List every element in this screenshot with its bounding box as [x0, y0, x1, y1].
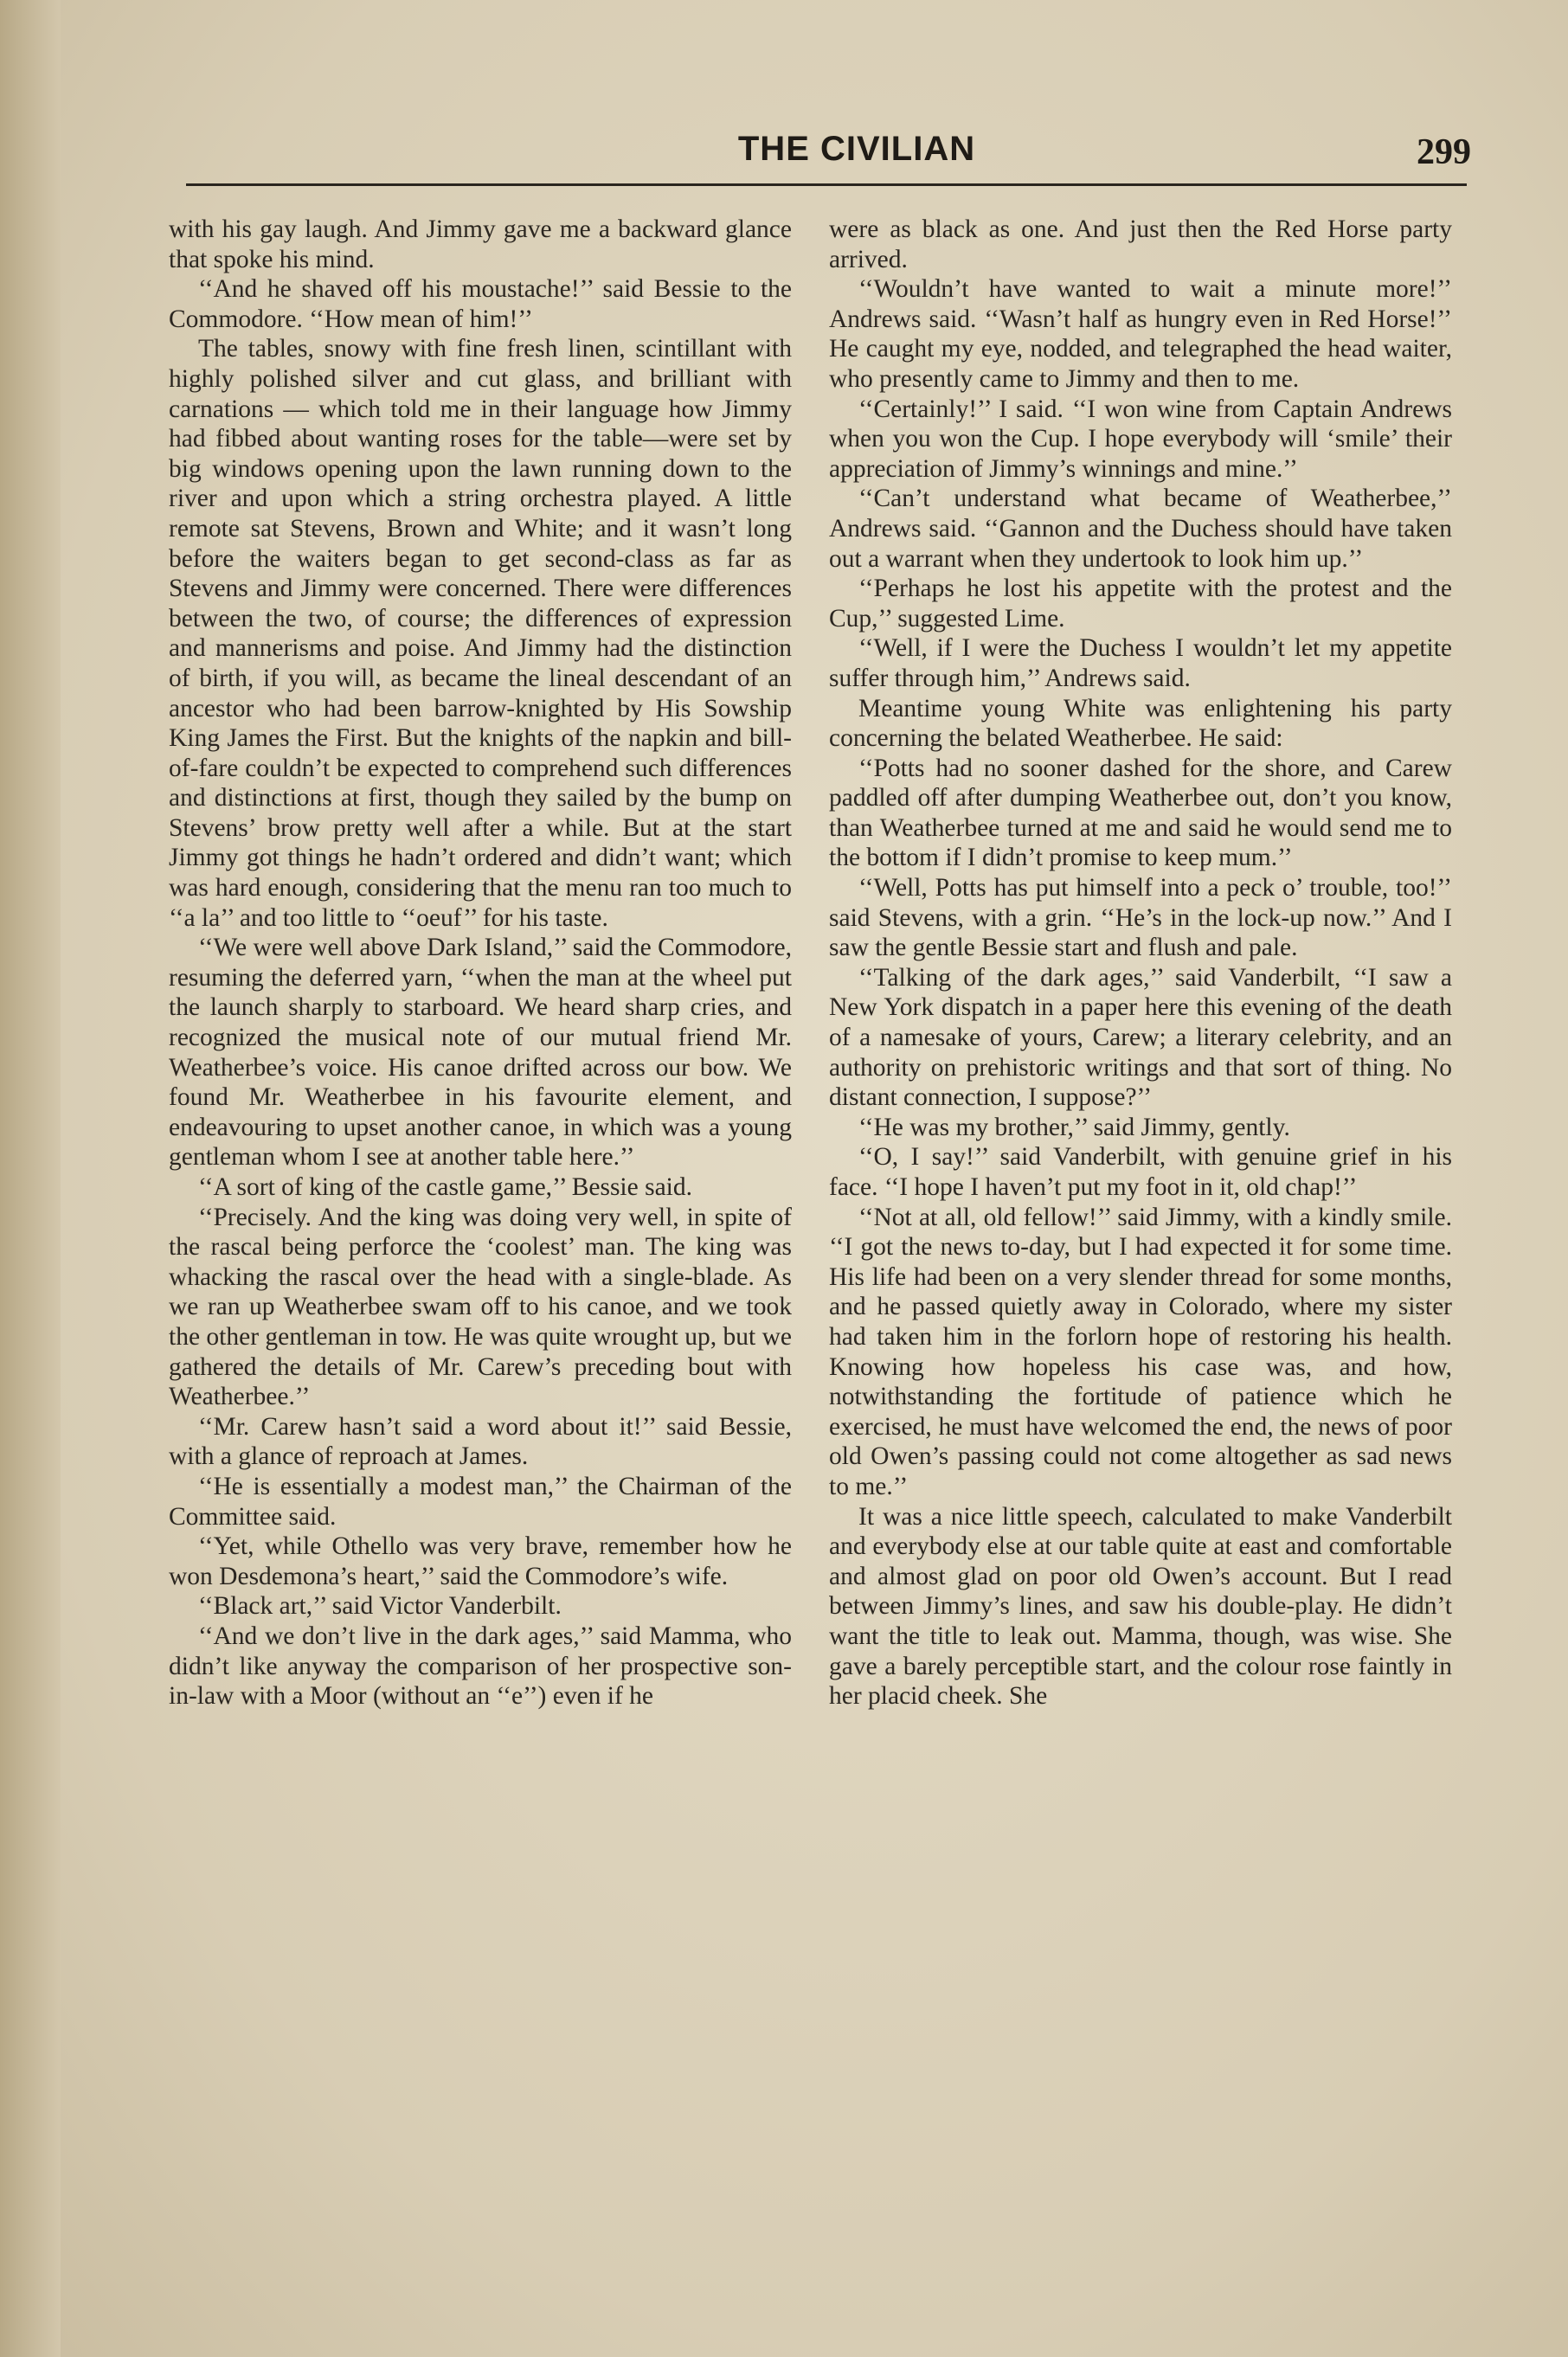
journal-title: THE CIVILIAN: [737, 130, 976, 168]
paragraph: ‘‘And he shaved off his moustache!’’ said Bessie to the Commodore. ‘‘How mean of him!’’: [169, 275, 792, 333]
paragraph: ‘‘Well, if I were the Duchess I wouldn’t let my appetite suffer through him,’’ Andrews said.: [829, 634, 1452, 692]
paragraph: ‘‘And we don’t live in the dark ages,’’ said Mamma, who didn’t like anyway the comparison of her prospective son-in-law with a Moor (without an ‘‘e’’) even if he: [169, 1622, 792, 1711]
right-column: [829, 215, 1452, 1712]
paragraph: It was a nice little speech, calculated to make Vanderbilt and everybody else at our table quite at east and comfortable and almost glad on poor old Owen’s account. But I read between Jimmy’s lines, and saw his double-play. He didn’t want the title to leak out. Mamma, though, was wise. She gave a barely perceptible start, and the colour rose faintly in her placid cheek. She: [829, 1502, 1452, 1711]
page-number: 299: [1417, 132, 1471, 172]
paragraph: ‘‘Talking of the dark ages,’’ said Vanderbilt, ‘‘I saw a New York dispatch in a paper here this evening of the death of a namesake of yours, Carew; a literary celebrity, and an authority on prehistoric writings and that sort of thing. No distant connection, I suppose?’’: [829, 963, 1452, 1112]
paragraph: ‘‘O, I say!’’ said Vanderbilt, with genuine grief in his face. ‘‘I hope I haven’t put my foot in it, old chap!’’: [829, 1143, 1452, 1201]
header-rule: [186, 183, 1467, 186]
paragraph: ‘‘He was my brother,’’ said Jimmy, gently.: [858, 1113, 1290, 1141]
paragraph: ‘‘Certainly!’’ I said. ‘‘I won wine from Captain Andrews when you won the Cup. I hope everybody will ‘smile’ their appreciation of Jimmy’s winnings and mine.’’: [829, 395, 1452, 483]
binding-shadow: [0, 0, 61, 2357]
paragraph: ‘‘Precisely. And the king was doing very well, in spite of the rascal being perforce the ‘coolest’ man. The king was whacking the rascal over the head with a single-blade. As we ran up Weatherbee swam off to his canoe, and we took the other gentleman in tow. He was quite wrought up, but we gathered the details of Mr. Carew’s preceding bout with Weatherbee.’’: [169, 1203, 792, 1411]
left-column: [169, 215, 792, 1712]
paragraph: ‘‘A sort of king of the castle game,’’ Bessie said.: [198, 1173, 692, 1201]
paragraph: ‘‘Can’t understand what became of Weatherbee,’’ Andrews said. ‘‘Gannon and the Duchess should have taken out a warrant when they undertook to look him up.’’: [829, 485, 1452, 573]
paragraph: ‘‘Not at all, old fellow!’’ said Jimmy, with a kindly smile. ‘‘I got the news to-day, but I had expected it for some time. His life had been on a very slender thread for some months, and he passed quietly away in Colorado, where my sister had taken him in the forlorn hope of restoring his health. Knowing how hopeless his case was, and how, notwithstanding the fortitude of patience which he exercised, he must have welcomed the end, the news of poor old Owen’s passing could not come altogether as sad news to me.’’: [829, 1203, 1452, 1500]
paragraph: The tables, snowy with fine fresh linen, scintillant with highly polished silver and cut glass, and brilliant with carnations — which told me in their language how Jimmy had fibbed about wanting roses for the table—were set by big windows opening upon the lawn running down to the river and upon which a string orchestra played. A little remote sat Stevens, Brown and White; and it wasn’t long before the waiters began to get second-class as far as Stevens and Jimmy were concerned. There were differences between the two, of course; the differences of expression and mannerisms and poise. And Jimmy had the distinction of birth, if you will, as became the lineal descendant of an ancestor who had been barrow-knighted by His Sowship King James the First. But the knights of the napkin and bill-of-fare couldn’t be expected to comprehend such differences and distinctions at first, though they sailed by the bump on Stevens’ brow pretty well after a while. But at the start Jimmy got things he hadn’t ordered and didn’t want; which was hard enough, considering that the menu ran too much to ‘‘a la’’ and too little to ‘‘oeuf’’ for his taste.: [169, 335, 792, 932]
paragraph: were as black as one. And just then the Red Horse party arrived.: [829, 215, 1452, 273]
paragraph: Meantime young White was enlightening his party concerning the belated Weatherbee. He said:: [829, 694, 1452, 753]
paragraph: ‘‘Wouldn’t have wanted to wait a minute more!’’ Andrews said. ‘‘Wasn’t half as hungry even in Red Horse!’’ He caught my eye, nodded, and telegraphed the head waiter, who presently came to Jimmy and then to me.: [829, 275, 1452, 393]
paragraph: ‘‘Mr. Carew hasn’t said a word about it!’’ said Bessie, with a glance of reproach at James.: [169, 1412, 792, 1471]
paragraph: with his gay laugh. And Jimmy gave me a backward glance that spoke his mind.: [169, 215, 792, 273]
paragraph: ‘‘Perhaps he lost his appetite with the protest and the Cup,’’ suggested Lime.: [829, 575, 1452, 633]
paragraph: ‘‘He is essentially a modest man,’’ the Chairman of the Committee said.: [169, 1472, 792, 1531]
paragraph: ‘‘Black art,’’ said Victor Vanderbilt.: [198, 1592, 562, 1621]
paragraph: ‘‘We were well above Dark Island,’’ said the Commodore, resuming the deferred yarn, ‘‘when the man at the wheel put the launch sharply to starboard. We heard sharp cries, and recognized the musical note of our mutual friend Mr. Weatherbee’s voice. His canoe drifted across our bow. We found Mr. Weatherbee in his favourite element, and endeavouring to upset another canoe, in which was a young gentleman whom I see at another table here.’’: [169, 934, 792, 1172]
paragraph: ‘‘Yet, while Othello was very brave, remember how he won Desdemona’s heart,’’ said the Commodore’s wife.: [169, 1532, 792, 1590]
paragraph: ‘‘Potts had no sooner dashed for the shore, and Carew paddled off after dumping Weatherbee out, don’t you know, than Weatherbee turned at me and said he would send me to the bottom if I didn’t promise to keep mum.’’: [829, 754, 1452, 872]
paragraph: ‘‘Well, Potts has put himself into a peck o’ trouble, too!’’ said Stevens, with a grin. ‘‘He’s in the lock-up now.’’ And I saw the gentle Bessie start and flush and pale.: [829, 874, 1452, 962]
